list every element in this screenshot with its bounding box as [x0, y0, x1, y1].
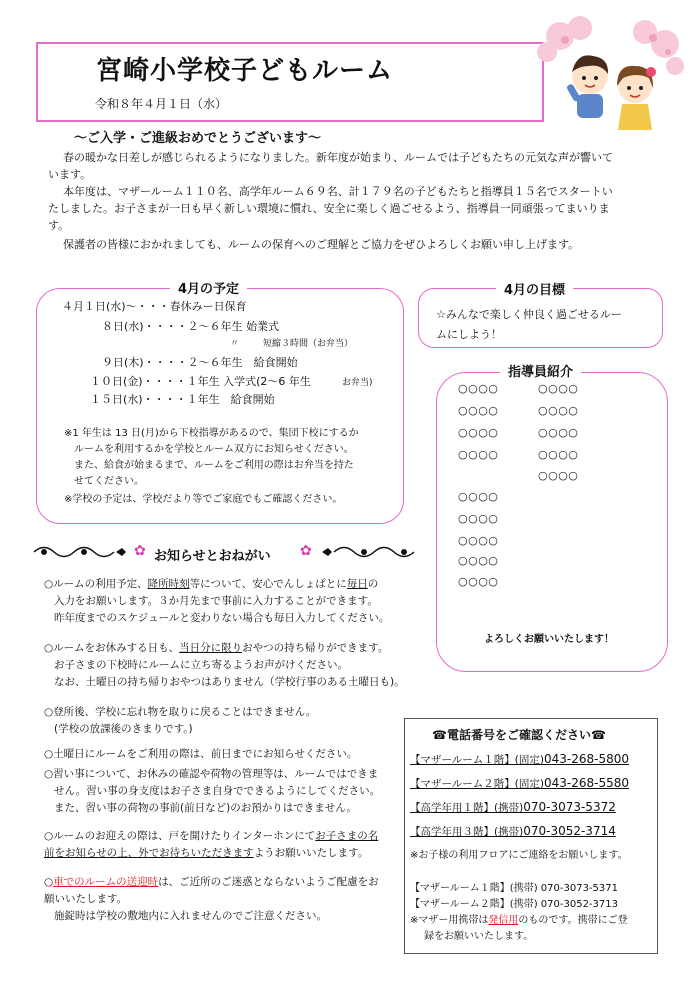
notice-line: なお、土曜日の持ち帰りおやつはありません（学校行事のある土曜日も)。: [54, 676, 405, 688]
ornament-left-icon: [32, 541, 128, 563]
notice-line: 前をお知らせの上、外でお待ちいただきますようお願いいたします。: [44, 847, 369, 859]
staff-name: ○○○○: [458, 382, 499, 395]
staff-closing: よろしくお願いいたします！: [484, 634, 614, 645]
staff-name: ○○○○: [538, 469, 579, 482]
staff-title: 指導員紹介: [500, 361, 581, 380]
notice-line: ○ルームの利用予定、降所時刻等について、安心でんしょばとに毎日の: [44, 578, 379, 590]
schedule-item: 〃: [230, 339, 240, 349]
notice-line: ○ルームをお休みする日も、当日分に限りおやつの持ち帰りができます。: [44, 642, 389, 654]
schedule-item: お弁当): [342, 378, 373, 388]
greeting-line: います。: [48, 168, 92, 181]
phone-note: ※お子様の利用フロアにご連絡をお願いします。: [410, 850, 628, 861]
phone-mobile: 【マザールーム２階】(携帯) 070-3052-3713: [410, 899, 618, 910]
phone-entry: 【高学年用３階】(携帯)070-3052-3714: [410, 824, 616, 838]
notice-line: 願いいたします。: [44, 893, 128, 905]
schedule-note: ※学校の予定は、学校だより等でご家庭でもご確認ください。: [64, 494, 343, 505]
ornament-right-icon: [320, 541, 416, 563]
notice-line: 施錠時は学校の敷地内に入れませんのでご注意ください。: [54, 910, 327, 922]
notice-line: ○登所後、学校に忘れ物を取りに戻ることはできません。: [44, 706, 317, 718]
schedule-item: 短縮３時間（お弁当）: [263, 339, 354, 349]
staff-name: ○○○○: [458, 490, 499, 503]
greeting-line: 本年度は、マザールーム１１０名、高学年ルーム６９名、計１７９名の子どもたちと指導員１５名でスタートい: [63, 185, 613, 198]
schedule-note: また、給食が始まるまで、ルームをご利用の際はお弁当を持た: [74, 460, 354, 471]
greeting-line: 保護者の皆様におかれましても、ルームの保育へのご理解とご協力をぜひよろしくお願い申し上げます。: [63, 238, 580, 251]
notice-line: ○習い事について、お休みの確認や荷物の管理等は、ルームではできま: [44, 768, 379, 780]
notice-line: 昨年度までのスケジュールと変わりない場合も毎日入力してください。: [54, 612, 390, 624]
flower-icon: ✿: [134, 543, 146, 559]
staff-name: ○○○○: [538, 382, 579, 395]
staff-name: ○○○○: [538, 426, 579, 439]
flower-icon: ✿: [300, 543, 312, 559]
phone-title: ☎電話番号をご確認ください☎: [432, 728, 606, 742]
phone-note: ※マザー用携帯は発信用のものです。携帯にご登: [410, 915, 628, 926]
phone-mobile: 【マザールーム１階】(携帯) 070-3073-5371: [410, 883, 618, 894]
notice-line: お子さまの下校時にルームに立ち寄るようお声がけください。: [54, 659, 348, 671]
schedule-note: ルームを利用するかを学校とルーム双方にお知らせください。: [74, 444, 354, 455]
goal-text: ムにしよう！: [436, 328, 502, 341]
schedule-title: 4月の予定: [170, 278, 247, 297]
phone-entry: 【マザールーム２階】(固定)043-268-5580: [410, 776, 629, 790]
greeting-heading: ～ご入学・ご進級おめでとうございます～: [74, 131, 322, 146]
children-blossom-illustration: [525, 14, 685, 142]
schedule-note: ※1 年生は 13 日(月)から下校指導があるので、集団下校にするか: [64, 428, 359, 439]
notice-line: 入力をお願いします。３か月先まで事前に入力することができます。: [54, 595, 378, 607]
staff-name: ○○○○: [538, 448, 579, 461]
issue-date: 令和８年４月１日（水）: [95, 97, 228, 111]
staff-name: ○○○○: [458, 534, 499, 547]
staff-name: ○○○○: [458, 575, 499, 588]
greeting-line: 春の暖かな日差しが感じられるようになりました。新年度が始まり、ルームでは子どもたちの元気な声が響いて: [63, 151, 613, 164]
greeting-line: たしました。お子さまが一日も早く新しい環境に慣れ、安全に楽しく過ごせるよう、指導員一同頑張ってまいりま: [48, 202, 610, 215]
phone-entry: 【高学年用１階】(携帯)070-3073-5372: [410, 800, 616, 814]
goal-text: ☆みんなで楽しく仲良く過ごせるルー: [436, 308, 622, 321]
staff-name: ○○○○: [458, 426, 499, 439]
staff-name: ○○○○: [458, 448, 499, 461]
schedule-item: １５日(水)・・・・１年生 給食開始: [90, 393, 275, 406]
phone-note: 録をお願いいたします。: [424, 931, 534, 942]
phone-entry: 【マザールーム１階】(固定)043-268-5800: [410, 752, 629, 766]
schedule-item: ９日(木)・・・・２～６年生 給食開始: [102, 356, 298, 369]
schedule-item: ４月１日(水)～・・・春休みー日保育: [62, 300, 247, 313]
notice-line: ○土曜日にルームをご利用の際は、前日までにお知らせください。: [44, 748, 358, 760]
greeting-line: す。: [48, 219, 70, 232]
notice-line: せん。習い事の身支度はお子さま自身でできるようにしてください。: [54, 785, 381, 797]
staff-name: ○○○○: [538, 404, 579, 417]
notice-line: また、習い事の荷物の事前(前日など)のお預かりはできません。: [54, 802, 357, 814]
schedule-note: せてください。: [74, 476, 144, 487]
notices-title: お知らせとおねがい: [154, 549, 271, 564]
schedule-item: １０日(金)・・・・１年生 入学式(2～6 年生: [90, 375, 311, 388]
notice-line: ○ルームのお迎えの際は、戸を開けたりインターホンにてお子さまの名: [44, 830, 379, 842]
staff-name: ○○○○: [458, 554, 499, 567]
page-title: 宮崎小学校子どもルーム: [96, 56, 394, 86]
notice-line: (学校の放課後のきまりです。): [54, 723, 193, 735]
schedule-item: ８日(水)・・・・２～６年生 始業式: [102, 320, 280, 333]
staff-name: ○○○○: [458, 512, 499, 525]
goal-title: 4月の目標: [496, 279, 573, 298]
notice-line: ○車でのルームの送迎時は、ご近所のご迷惑とならないようご配慮をお: [44, 876, 379, 888]
staff-name: ○○○○: [458, 404, 499, 417]
